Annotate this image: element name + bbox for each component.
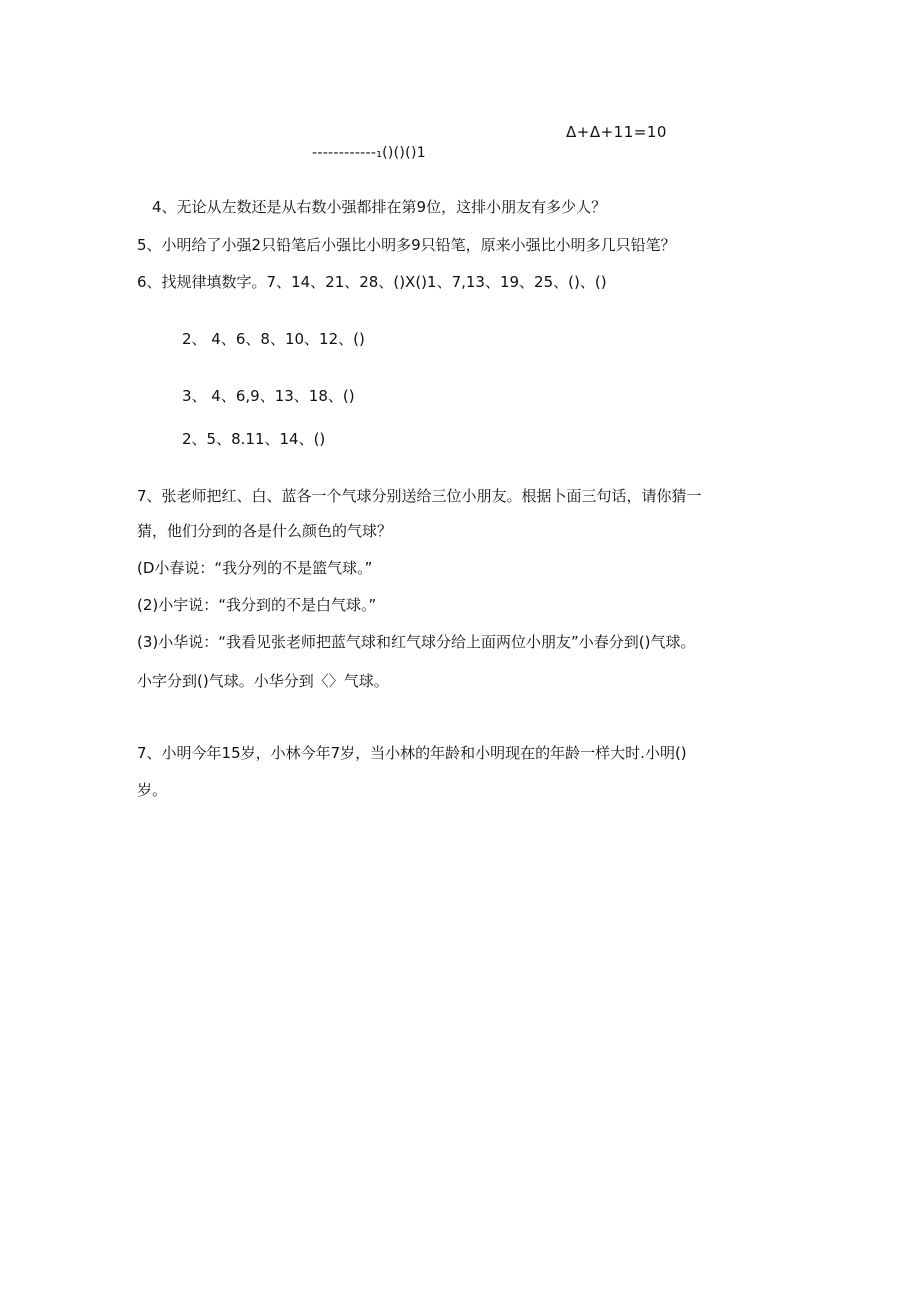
sequence-3: 3、 4、6,9、13、18、()	[182, 387, 355, 405]
question-6-intro: 6、找规律填数字。7、14、21、28、()X()1、7,13、19、25、()、()	[137, 273, 607, 291]
question-5: 5、小明给了小强2只铅笔后小强比小明多9只铅笔，原来小强比小明多几只铅笔？	[137, 236, 676, 254]
question-7-answer: 小字分到()气球。小华分到〈〉气球。	[137, 672, 389, 690]
question-7-line1: 7、张老师把红、白、蓝各一个气球分别送给三位小朋友。根据卜面三句话，请你猜一	[137, 487, 702, 505]
question-7b-line1: 7、小明今年15岁，小林今年7岁，当小林的年龄和小明现在的年龄一样大时.小明()	[137, 744, 687, 762]
clue-2: (2)小宇说：“我分到的不是白气球。”	[137, 596, 377, 614]
question-7-line2: 猜，他们分到的各是什么颜色的气球？	[137, 522, 393, 540]
sequence-4: 2、5、8.11、14、()	[182, 430, 326, 448]
question-7b-line2: 岁。	[137, 781, 168, 799]
question-4: 4、无论从左数还是从右数小强都排在第9位，这排小朋友有多少人？	[152, 198, 607, 216]
clue-3: (3)小华说：“我看见张老师把蓝气球和红气球分给上面两位小朋友”小春分到()气球。	[137, 633, 696, 651]
equation-text: Δ+Δ+11=10	[566, 123, 667, 141]
clue-1: (D小春说：“我分列的不是篮气球。”	[137, 559, 373, 577]
dashed-answer-line: ------------₁()()()1	[312, 145, 426, 161]
sequence-2: 2、 4、6、8、10、12、()	[182, 330, 365, 348]
